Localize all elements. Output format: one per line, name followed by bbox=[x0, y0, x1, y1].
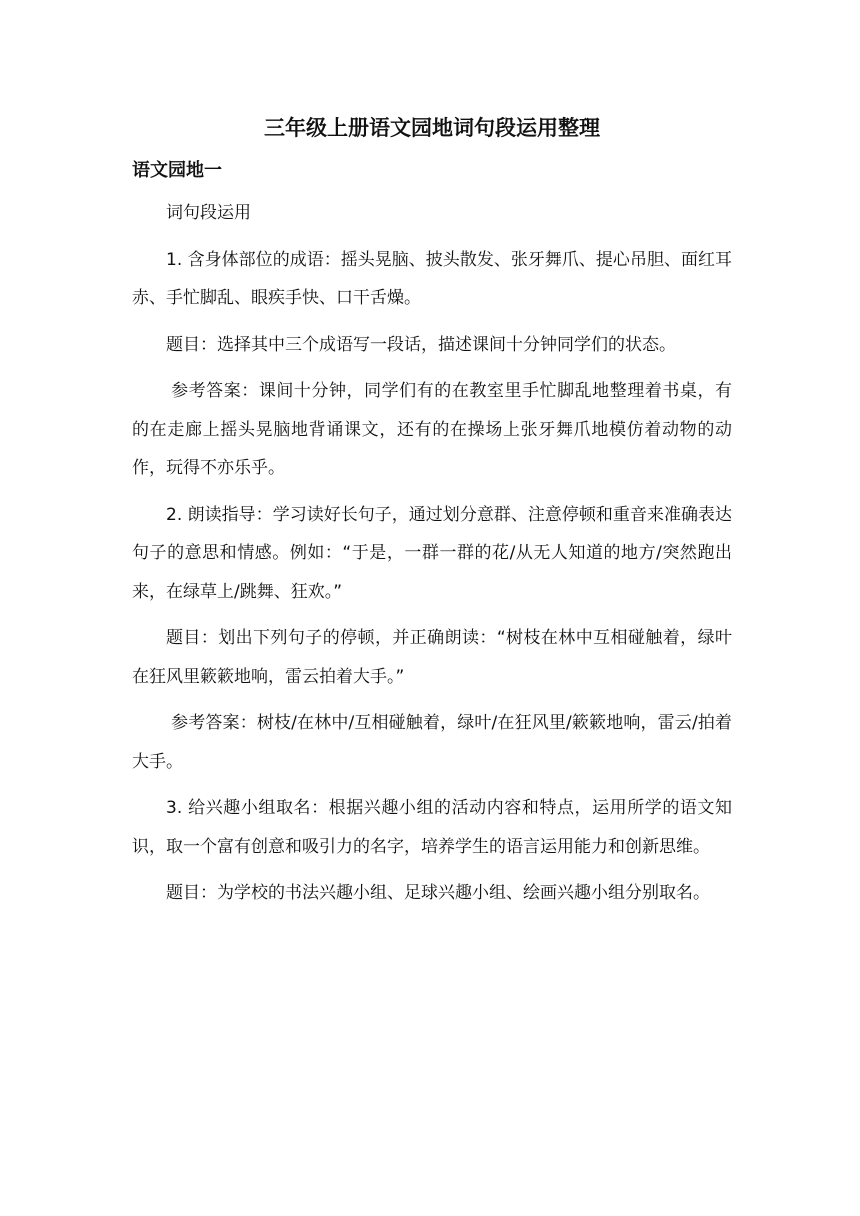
question-paragraph: 题目：为学校的书法兴趣小组、足球兴趣小组、绘画兴趣小组分别取名。 bbox=[166, 883, 710, 903]
question-paragraph: 题目：划出下列句子的停顿，并正确朗读：“树枝在林中互相碰触着，绿叶在狂风里簌簌地响，雷云拍着大手。” bbox=[132, 628, 732, 687]
idiom-list-paragraph: 1. 含身体部位的成语：摇头晃脑、披头散发、张牙舞爪、提心吊胆、面红耳赤、手忙脚乱、眼疾手快、口干舌燥。 bbox=[132, 249, 732, 308]
reading-guide-paragraph: 2. 朗读指导：学习读好长句子，通过划分意群、注意停顿和重音来准确表达句子的意思和情感。例如：“于是，一群一群的花/从无人知道的地方/突然跑出来，在绿草上/跳舞、狂欢。” bbox=[132, 504, 732, 602]
answer-paragraph: 参考答案：课间十分钟，同学们有的在教室里手忙脚乱地整理着书桌，有的在走廊上摇头晃脑地背诵课文，还有的在操场上张牙舞爪地模仿着动物的动作，玩得不亦乐乎。 bbox=[132, 381, 732, 478]
question-paragraph: 题目：选择其中三个成语写一段话，描述课间十分钟同学们的状态。 bbox=[166, 334, 676, 355]
section-heading: 语文园地一 bbox=[132, 160, 222, 181]
subheading: 词句段运用 bbox=[166, 203, 251, 223]
answer-paragraph: 参考答案：树枝/在林中/互相碰触着，绿叶/在狂风里/簌簌地响，雷云/拍着大手。 bbox=[132, 713, 732, 772]
document-page bbox=[132, 108, 732, 921]
group-naming-paragraph: 3. 给兴趣小组取名：根据兴趣小组的活动内容和特点，运用所学的语文知识，取一个富有创意和吸引力的名字，培养学生的语言运用能力和创新思维。 bbox=[132, 798, 732, 857]
document-title: 三年级上册语文园地词句段运用整理 bbox=[264, 116, 600, 140]
